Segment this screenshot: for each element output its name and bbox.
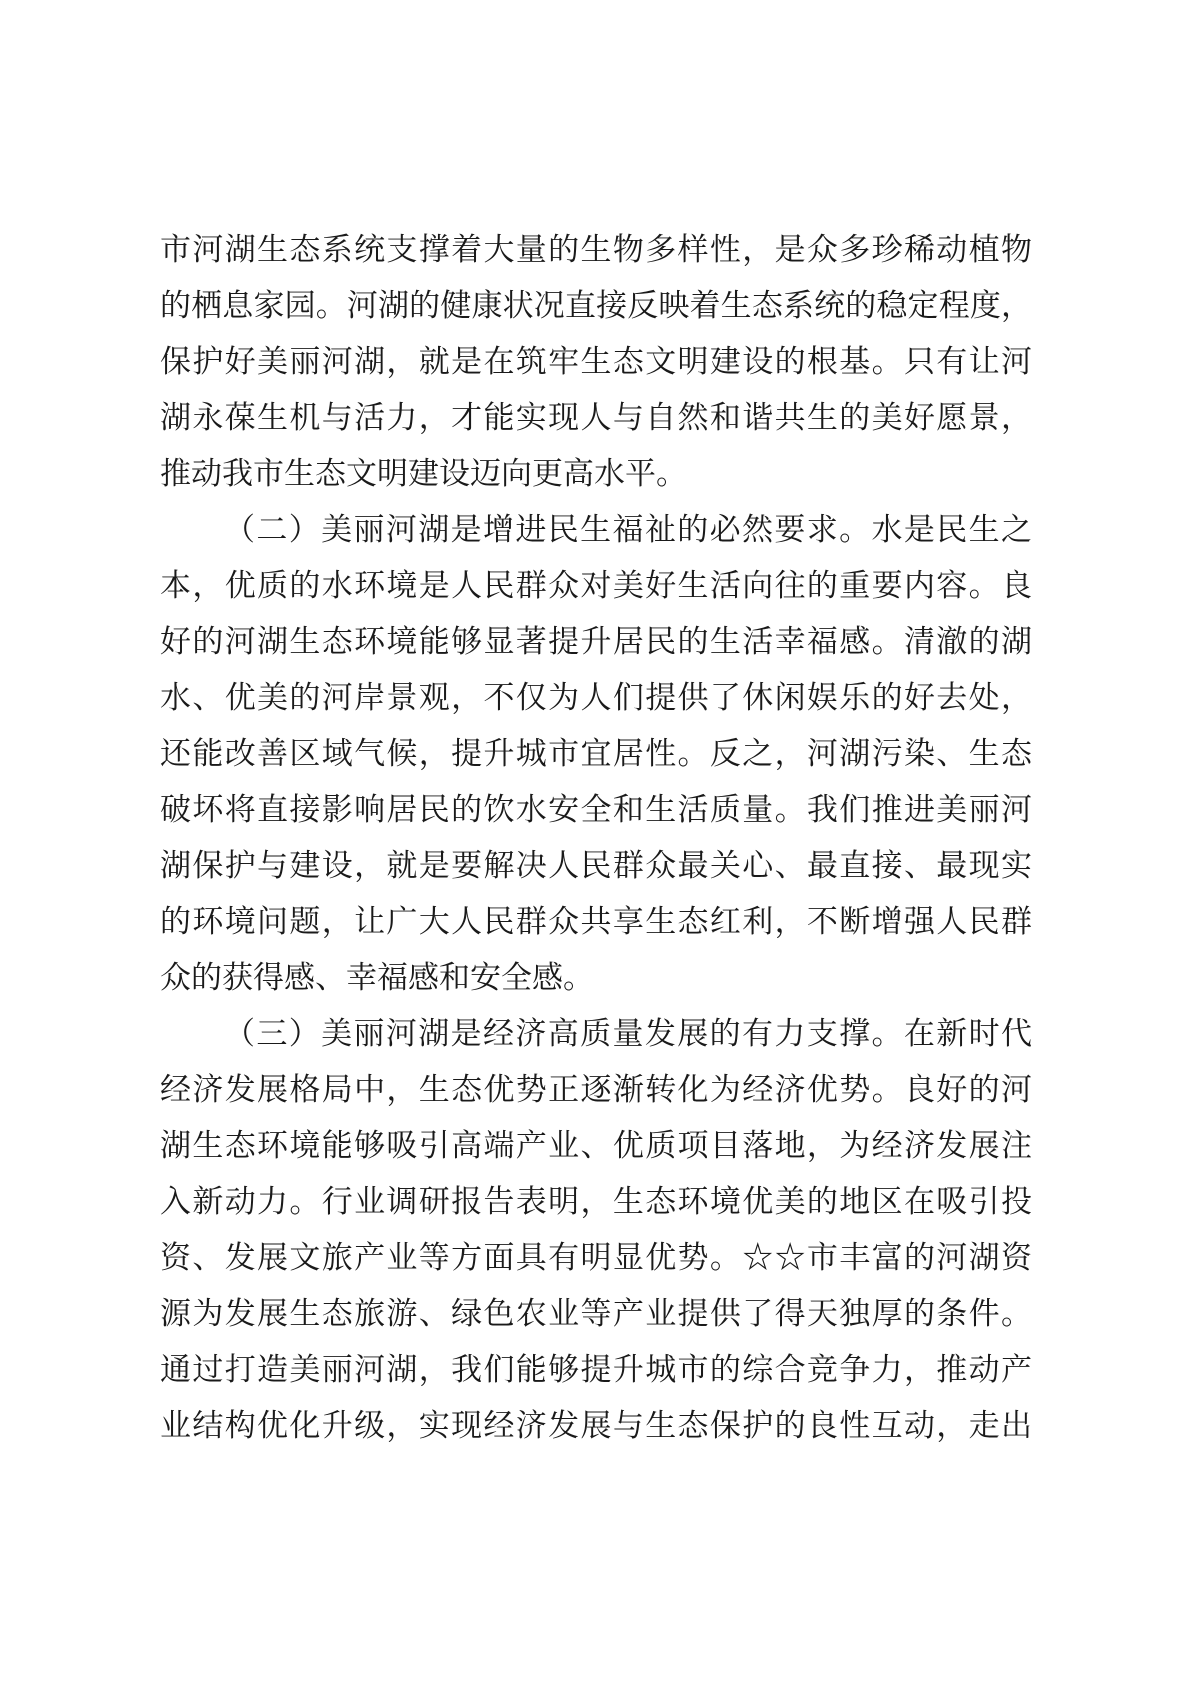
text-line: （二）美丽河湖是增进民生福祉的必然要求。水是民生之 [224, 512, 1032, 548]
text-line: 破坏将直接影响居民的饮水安全和生活质量。我们推进美丽河 [160, 792, 1032, 828]
text-line: 好的河湖生态环境能够显著提升居民的生活幸福感。清澈的湖 [160, 624, 1032, 660]
paragraph-2 [160, 502, 1032, 1006]
text-line: 还能改善区域气候，提升城市宜居性。反之，河湖污染、生态 [160, 736, 1032, 772]
document-body [160, 222, 1032, 1454]
text-line: 业结构优化升级，实现经济发展与生态保护的良性互动，走出 [160, 1408, 1032, 1444]
text-line: 通过打造美丽河湖，我们能够提升城市的综合竞争力，推动产 [160, 1352, 1032, 1388]
text-line: 的环境问题，让广大人民群众共享生态红利，不断增强人民群 [160, 904, 1032, 940]
text-line: 的栖息家园。河湖的健康状况直接反映着生态系统的稳定程度， [160, 288, 1032, 324]
text-line: 经济发展格局中，生态优势正逐渐转化为经济优势。良好的河 [160, 1072, 1032, 1108]
paragraph-3 [160, 1006, 1032, 1454]
text-line: 入新动力。行业调研报告表明，生态环境优美的地区在吸引投 [160, 1184, 1032, 1220]
text-line: 湖保护与建设，就是要解决人民群众最关心、最直接、最现实 [160, 848, 1032, 884]
text-line: 市河湖生态系统支撑着大量的生物多样性，是众多珍稀动植物 [160, 232, 1032, 268]
text-line: 推动我市生态文明建设迈向更高水平。 [160, 456, 687, 492]
text-line: 湖生态环境能够吸引高端产业、优质项目落地，为经济发展注 [160, 1128, 1032, 1164]
text-line: （三）美丽河湖是经济高质量发展的有力支撑。在新时代 [224, 1016, 1032, 1052]
text-line: 资、发展文旅产业等方面具有明显优势。☆☆市丰富的河湖资 [160, 1240, 1032, 1276]
text-line: 保护好美丽河湖，就是在筑牢生态文明建设的根基。只有让河 [160, 344, 1032, 380]
text-line: 湖永葆生机与活力，才能实现人与自然和谐共生的美好愿景， [160, 400, 1032, 436]
text-line: 众的获得感、幸福感和安全感。 [160, 960, 594, 996]
text-line: 源为发展生态旅游、绿色农业等产业提供了得天独厚的条件。 [160, 1296, 1032, 1332]
text-line: 本，优质的水环境是人民群众对美好生活向往的重要内容。良 [160, 568, 1032, 604]
paragraph-1 [160, 222, 1032, 502]
text-line: 水、优美的河岸景观，不仅为人们提供了休闲娱乐的好去处， [160, 680, 1032, 716]
